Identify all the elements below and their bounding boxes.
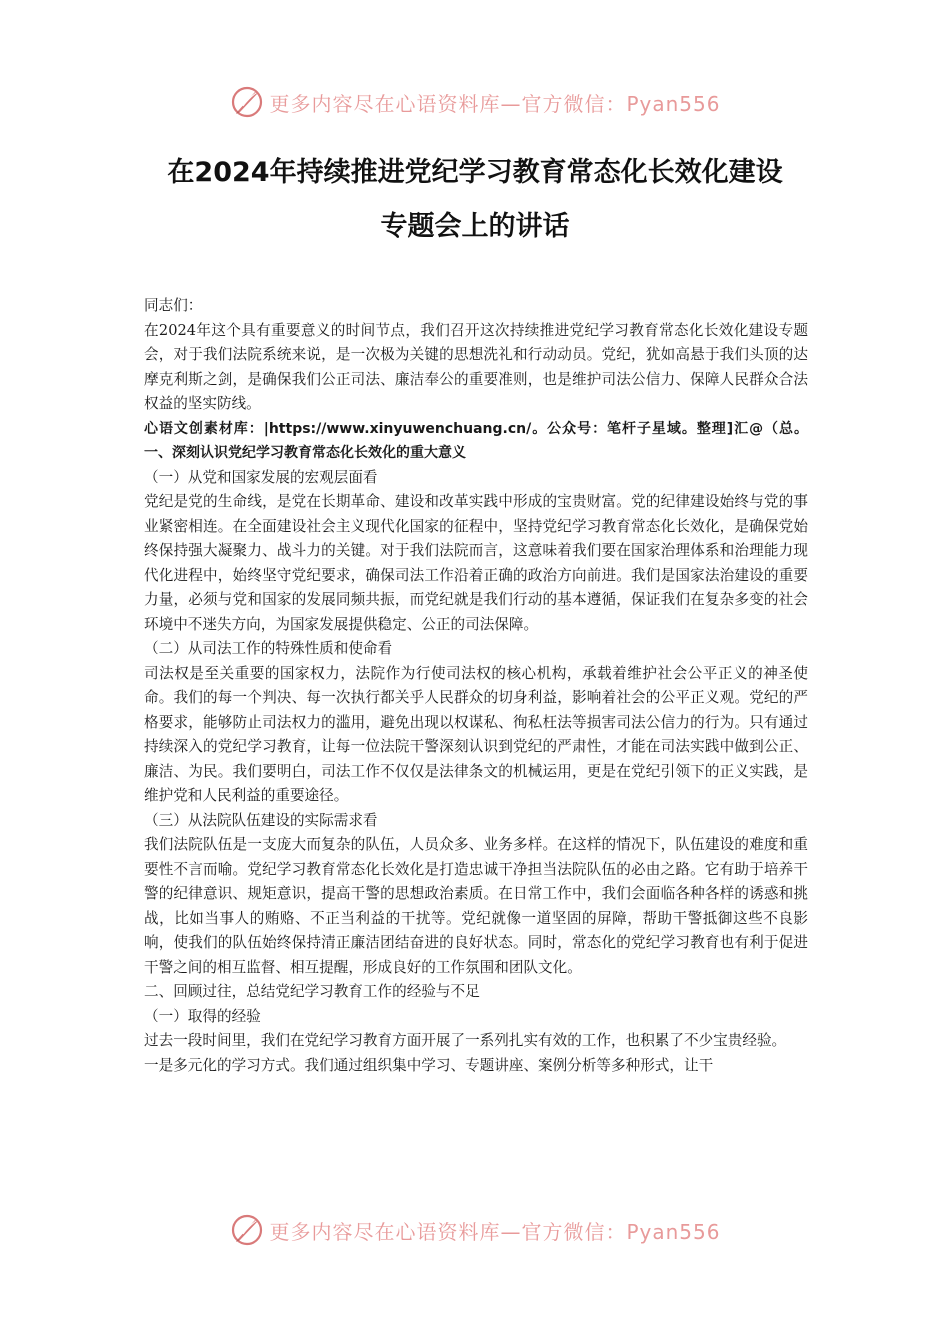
paragraph-2-1-item-1: 一是多元化的学习方式。我们通过组织集中学习、专题讲座、案例分析等多种形式，让干 [144, 1056, 714, 1074]
subheading-1-1: （一）从党和国家发展的宏观层面看 [144, 468, 378, 486]
banner-text: 更多内容尽在心语资料库—官方微信：Pyan556 [269, 1219, 721, 1244]
paragraph-1-3: 我们法院队伍是一支庞大而复杂的队伍，人员众多、业务多样。在这样的情况下，队伍建设的难度和重要性不言而喻。党纪学习教育常态化长效化是打造忠诚干净担当法院队伍的必由之路。它有助于培养干警的纪律意识、规矩意识，提高干警的思想政治素质。在日常工作中，我们会面临各种各样的诱惑和挑战，比如当事人的贿赂、不正当利益的干扰等。党纪就像一道坚固的屏障，帮助干警抵御这些不良影响，使我们的队伍始终保持清正廉洁团结奋进的良好状态。同时，常态化的党纪学习教育也有利于促进干警之间的相互监督、相互提醒，形成良好的工作氛围和团队文化。 [144, 836, 808, 976]
banner-text: 更多内容尽在心语资料库—官方微信：Pyan556 [269, 91, 721, 116]
header-watermark-banner [0, 82, 950, 122]
footer-watermark-banner [0, 1210, 950, 1250]
subheading-1-3: （三）从法院队伍建设的实际需求看 [144, 811, 378, 829]
subheading-1-2: （二）从司法工作的特殊性质和使命看 [144, 640, 393, 657]
source-and-section-heading: 心语文创素材库：|https://www.xinyuwenchuang.cn/。公众号：笔杆子星域。整理]汇@（总。一、深刻认识党纪学习教育常态化长效化的重大意义 [144, 420, 808, 461]
salutation: 同志们： [144, 297, 203, 314]
section-heading-2: 二、回顾过往，总结党纪学习教育工作的经验与不足 [144, 983, 480, 1000]
quill-pen-circle-logo-icon [229, 84, 265, 120]
paragraph-1-1: 党纪是党的生命线，是党在长期革命、建设和改革实践中形成的宝贵财富。党的纪律建设始终与党的事业紧密相连。在全面建设社会主义现代化国家的征程中，坚持党纪学习教育常态化长效化，是确保党始终保持强大凝聚力、战斗力的关键。对于我们法院而言，这意味着我们要在国家治理体系和治理能力现代化进程中，始终坚守党纪要求，确保司法工作沿着正确的政治方向前进。我们是国家法治建设的重要力量，必须与党和国家的发展同频共振，而党纪就是我们行动的基本遵循，保证我们在复杂多变的社会环境中不迷失方向，为国家发展提供稳定、公正的司法保障。 [144, 493, 808, 633]
intro-paragraph: 在2024年这个具有重要意义的时间节点，我们召开这次持续推进党纪学习教育常态化长效化建设专题会，对于我们法院系统来说，是一次极为关键的思想洗礼和行动动员。党纪，犹如高悬于我们头顶的达摩克利斯之剑，是确保我们公正司法、廉洁奉公的重要准则，也是维护司法公信力、保障人民群众合法权益的坚实防线。 [144, 321, 808, 412]
title-line-2: 专题会上的讲话 [380, 211, 570, 242]
title-line-1: 在2024年持续推进党纪学习教育常态化长效化建设 [167, 157, 783, 188]
paragraph-2-1: 过去一段时间里，我们在党纪学习教育方面开展了一系列扎实有效的工作，也积累了不少宝贵经验。 [144, 1032, 787, 1049]
quill-pen-circle-logo-icon [229, 1212, 265, 1248]
paragraph-1-2: 司法权是至关重要的国家权力，法院作为行使司法权的核心机构，承载着维护社会公平正义的神圣使命。我们的每一个判决、每一次执行都关乎人民群众的切身利益，影响着社会的公平正义观。党纪的严格要求，能够防止司法权力的滥用，避免出现以权谋私、徇私枉法等损害司法公信力的行为。只有通过持续深入的党纪学习教育，让每一位法院干警深刻认识到党纪的严肃性，才能在司法实践中做到公正、廉洁、为民。我们要明白，司法工作不仅仅是法律条文的机械运用，更是在党纪引领下的正义实践，是维护党和人民利益的重要途径。 [144, 664, 808, 804]
subheading-2-1: （一）取得的经验 [144, 1007, 261, 1025]
document-title [110, 146, 840, 254]
document-body [144, 294, 808, 1078]
